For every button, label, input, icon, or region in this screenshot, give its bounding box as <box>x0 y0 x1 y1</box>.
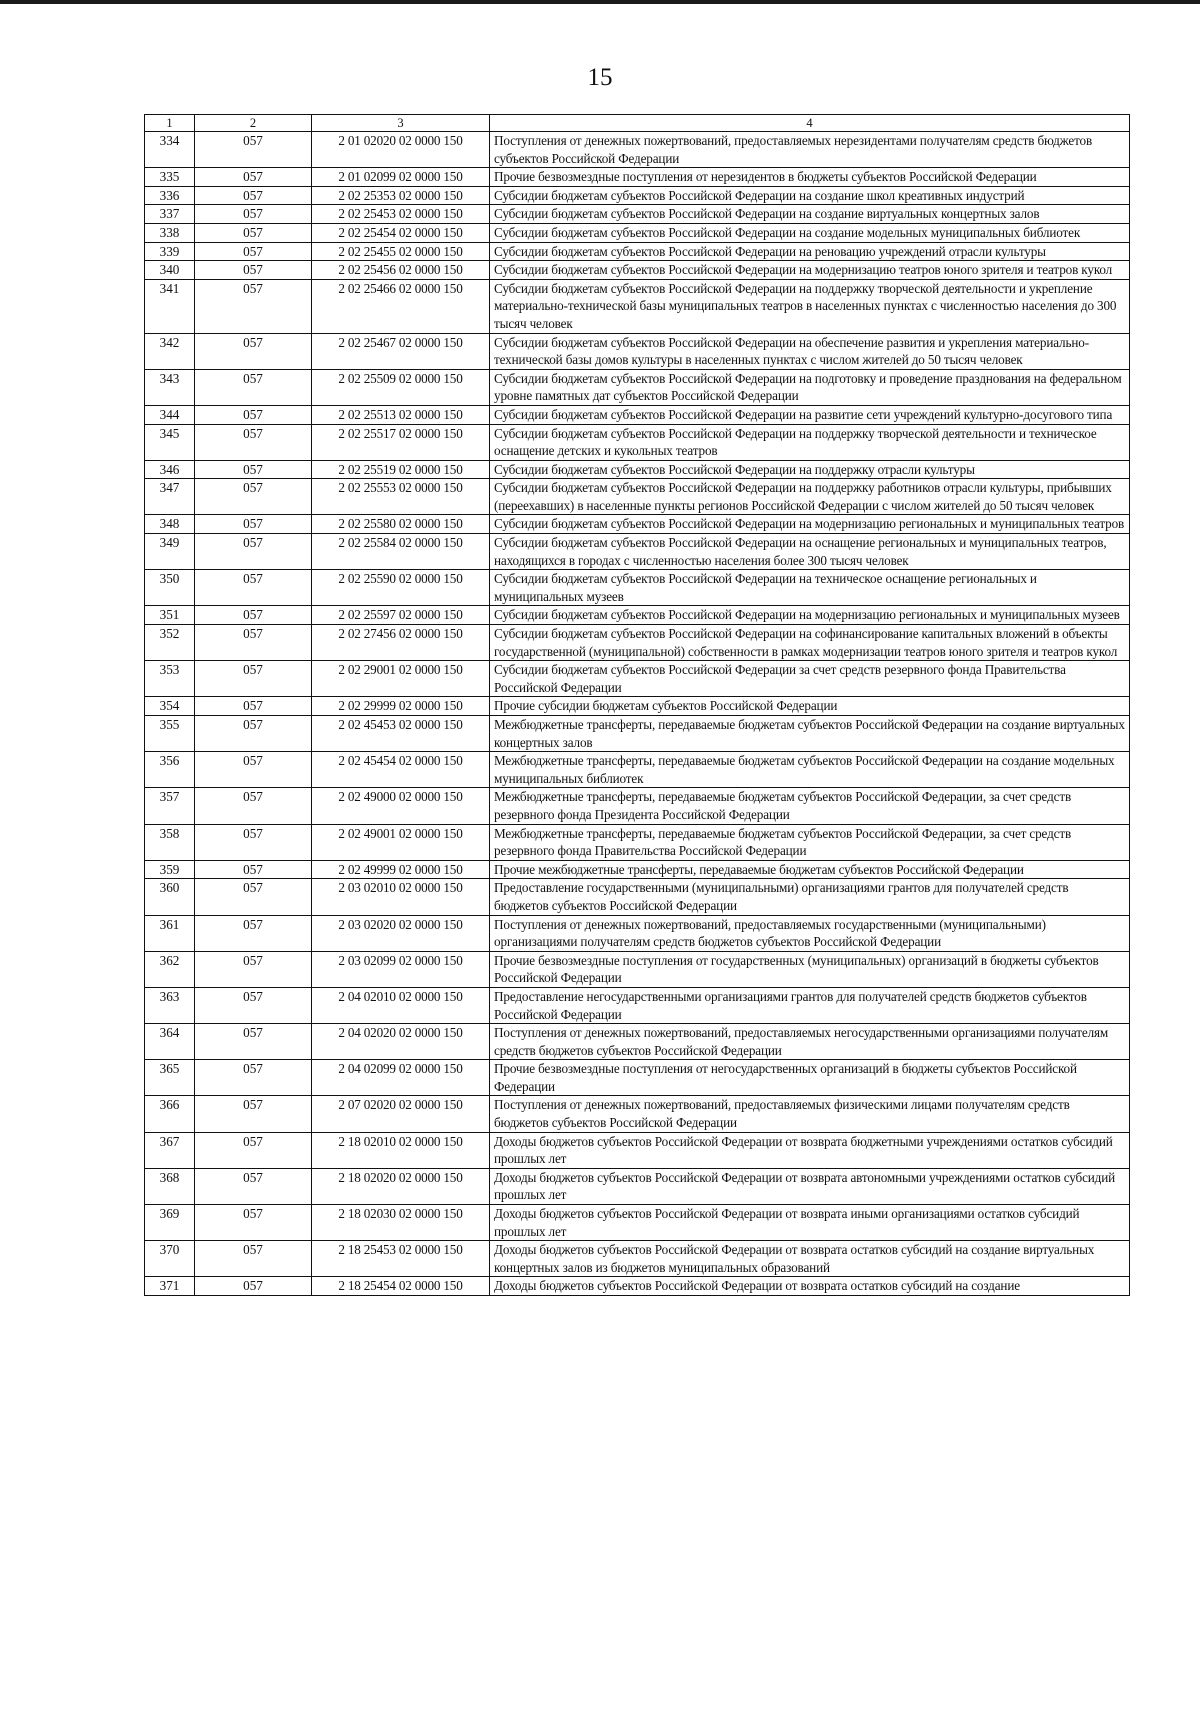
table-row <box>145 570 1130 606</box>
revenue-description-cell: Субсидии бюджетам субъектов Российской Федерации на техническое оснащение региональных и муниципальных музеев <box>490 570 1130 606</box>
administrator-code-cell: 057 <box>195 987 312 1023</box>
revenue-description-cell: Прочие безвозмездные поступления от государственных (муниципальных) организаций в бюджеты субъектов Российской Федерации <box>490 951 1130 987</box>
budget-classification-code-cell: 2 02 25590 02 0000 150 <box>312 570 490 606</box>
row-number-cell: 341 <box>145 279 195 333</box>
row-number-cell: 355 <box>145 716 195 752</box>
administrator-code-cell: 057 <box>195 1096 312 1132</box>
budget-classification-code-cell: 2 02 45454 02 0000 150 <box>312 752 490 788</box>
row-number-cell: 351 <box>145 606 195 625</box>
budget-classification-code-cell: 2 18 25453 02 0000 150 <box>312 1241 490 1277</box>
budget-classification-code-cell: 2 04 02020 02 0000 150 <box>312 1024 490 1060</box>
table-row <box>145 1205 1130 1241</box>
revenue-description-cell: Субсидии бюджетам субъектов Российской Федерации на поддержку творческой деятельности и укрепление материально-технической базы муниципальных театров в населенных пунктах с численностью населения до 300 тысяч человек <box>490 279 1130 333</box>
revenue-description-cell: Прочие безвозмездные поступления от нерезидентов в бюджеты субъектов Российской Федерации <box>490 168 1130 187</box>
administrator-code-cell: 057 <box>195 716 312 752</box>
page-number: 15 <box>587 64 613 91</box>
table-row <box>145 824 1130 860</box>
row-number-cell: 356 <box>145 752 195 788</box>
table-row <box>145 261 1130 280</box>
row-number-cell: 364 <box>145 1024 195 1060</box>
table-row <box>145 860 1130 879</box>
table-row <box>145 915 1130 951</box>
table-row <box>145 1024 1130 1060</box>
table-row <box>145 279 1130 333</box>
administrator-code-cell: 057 <box>195 570 312 606</box>
table-row <box>145 879 1130 915</box>
revenue-description-cell: Доходы бюджетов субъектов Российской Федерации от возврата иными организациями остатков субсидий прошлых лет <box>490 1205 1130 1241</box>
row-number-cell: 371 <box>145 1277 195 1296</box>
table-row <box>145 424 1130 460</box>
table-row <box>145 405 1130 424</box>
budget-classification-code-cell: 2 18 02030 02 0000 150 <box>312 1205 490 1241</box>
budget-classification-code-cell: 2 02 29999 02 0000 150 <box>312 697 490 716</box>
table-row <box>145 716 1130 752</box>
table-row <box>145 479 1130 515</box>
revenue-description-cell: Межбюджетные трансферты, передаваемые бюджетам субъектов Российской Федерации на создание виртуальных концертных залов <box>490 716 1130 752</box>
table-row <box>145 1277 1130 1296</box>
table-row <box>145 242 1130 261</box>
administrator-code-cell: 057 <box>195 205 312 224</box>
table-row <box>145 1096 1130 1132</box>
row-number-cell: 339 <box>145 242 195 261</box>
administrator-code-cell: 057 <box>195 168 312 187</box>
administrator-code-cell: 057 <box>195 279 312 333</box>
row-number-cell: 365 <box>145 1060 195 1096</box>
row-number-cell: 366 <box>145 1096 195 1132</box>
budget-classification-code-cell: 2 02 25513 02 0000 150 <box>312 405 490 424</box>
budget-classification-code-cell: 2 02 25467 02 0000 150 <box>312 333 490 369</box>
budget-classification-code-cell: 2 02 49000 02 0000 150 <box>312 788 490 824</box>
column-header-3: 3 <box>312 115 490 132</box>
revenue-description-cell: Поступления от денежных пожертвований, предоставляемых физическими лицами получателям средств бюджетов субъектов Российской Федерации <box>490 1096 1130 1132</box>
row-number-cell: 346 <box>145 460 195 479</box>
table-row <box>145 752 1130 788</box>
row-number-cell: 359 <box>145 860 195 879</box>
row-number-cell: 353 <box>145 661 195 697</box>
table-row <box>145 168 1130 187</box>
table-row <box>145 788 1130 824</box>
revenue-description-cell: Прочие безвозмездные поступления от негосударственных организаций в бюджеты субъектов Российской Федерации <box>490 1060 1130 1096</box>
administrator-code-cell: 057 <box>195 1241 312 1277</box>
administrator-code-cell: 057 <box>195 1168 312 1204</box>
row-number-cell: 340 <box>145 261 195 280</box>
administrator-code-cell: 057 <box>195 1060 312 1096</box>
revenue-description-cell: Субсидии бюджетам субъектов Российской Федерации на создание школ креативных индустрий <box>490 186 1130 205</box>
revenue-description-cell: Субсидии бюджетам субъектов Российской Федерации на создание виртуальных концертных залов <box>490 205 1130 224</box>
revenue-description-cell: Субсидии бюджетам субъектов Российской Федерации на модернизацию региональных и муниципальных театров <box>490 515 1130 534</box>
revenue-description-cell: Субсидии бюджетам субъектов Российской Федерации на оснащение региональных и муниципальных театров, находящихся в городах с численностью населения более 300 тысяч человек <box>490 534 1130 570</box>
budget-classification-code-cell: 2 03 02020 02 0000 150 <box>312 915 490 951</box>
budget-classification-code-cell: 2 02 25509 02 0000 150 <box>312 369 490 405</box>
table-row <box>145 460 1130 479</box>
table-row <box>145 987 1130 1023</box>
revenue-description-cell: Доходы бюджетов субъектов Российской Федерации от возврата автономными учреждениями остатков субсидий прошлых лет <box>490 1168 1130 1204</box>
revenue-description-cell: Субсидии бюджетам субъектов Российской Федерации на подготовку и проведение празднования на федеральном уровне памятных дат субъектов Российской Федерации <box>490 369 1130 405</box>
budget-classification-code-cell: 2 02 25553 02 0000 150 <box>312 479 490 515</box>
budget-classification-code-cell: 2 18 02010 02 0000 150 <box>312 1132 490 1168</box>
row-number-cell: 352 <box>145 625 195 661</box>
row-number-cell: 338 <box>145 223 195 242</box>
administrator-code-cell: 057 <box>195 534 312 570</box>
revenue-description-cell: Субсидии бюджетам субъектов Российской Федерации на модернизацию региональных и муниципальных музеев <box>490 606 1130 625</box>
row-number-cell: 349 <box>145 534 195 570</box>
budget-classification-code-cell: 2 02 25466 02 0000 150 <box>312 279 490 333</box>
administrator-code-cell: 057 <box>195 369 312 405</box>
revenue-description-cell: Межбюджетные трансферты, передаваемые бюджетам субъектов Российской Федерации, за счет средств резервного фонда Правительства Российской Федерации <box>490 824 1130 860</box>
administrator-code-cell: 057 <box>195 242 312 261</box>
column-header-2: 2 <box>195 115 312 132</box>
table-row <box>145 625 1130 661</box>
table-row <box>145 515 1130 534</box>
table-row <box>145 661 1130 697</box>
row-number-cell: 345 <box>145 424 195 460</box>
table-row <box>145 1168 1130 1204</box>
administrator-code-cell: 057 <box>195 788 312 824</box>
administrator-code-cell: 057 <box>195 223 312 242</box>
administrator-code-cell: 057 <box>195 661 312 697</box>
administrator-code-cell: 057 <box>195 132 312 168</box>
revenue-description-cell: Поступления от денежных пожертвований, предоставляемых негосударственными организациями получателям средств бюджетов субъектов Российской Федерации <box>490 1024 1130 1060</box>
revenue-description-cell: Прочие субсидии бюджетам субъектов Российской Федерации <box>490 697 1130 716</box>
administrator-code-cell: 057 <box>195 186 312 205</box>
revenue-description-cell: Субсидии бюджетам субъектов Российской Федерации на реновацию учреждений отрасли культуры <box>490 242 1130 261</box>
table-row <box>145 1241 1130 1277</box>
row-number-cell: 369 <box>145 1205 195 1241</box>
revenue-description-cell: Субсидии бюджетам субъектов Российской Федерации на создание модельных муниципальных библиотек <box>490 223 1130 242</box>
row-number-cell: 354 <box>145 697 195 716</box>
budget-classification-code-cell: 2 18 25454 02 0000 150 <box>312 1277 490 1296</box>
row-number-cell: 343 <box>145 369 195 405</box>
revenue-description-cell: Субсидии бюджетам субъектов Российской Федерации на поддержку работников отрасли культуры, прибывших (переехавших) в населенные пункты регионов Российской Федерации с числом жителей до 50 тысяч человек <box>490 479 1130 515</box>
administrator-code-cell: 057 <box>195 1132 312 1168</box>
budget-classification-code-cell: 2 02 27456 02 0000 150 <box>312 625 490 661</box>
revenue-description-cell: Предоставление государственными (муниципальными) организациями грантов для получателей средств бюджетов субъектов Российской Федерации <box>490 879 1130 915</box>
revenue-description-cell: Субсидии бюджетам субъектов Российской Федерации на поддержку отрасли культуры <box>490 460 1130 479</box>
row-number-cell: 344 <box>145 405 195 424</box>
row-number-cell: 363 <box>145 987 195 1023</box>
administrator-code-cell: 057 <box>195 1277 312 1296</box>
budget-classification-code-cell: 2 01 02020 02 0000 150 <box>312 132 490 168</box>
revenue-description-cell: Предоставление негосударственными организациями грантов для получателей средств бюджетов субъектов Российской Федерации <box>490 987 1130 1023</box>
column-header-4: 4 <box>490 115 1130 132</box>
budget-classification-code-cell: 2 02 49999 02 0000 150 <box>312 860 490 879</box>
budget-classification-code-cell: 2 02 25454 02 0000 150 <box>312 223 490 242</box>
administrator-code-cell: 057 <box>195 951 312 987</box>
administrator-code-cell: 057 <box>195 752 312 788</box>
table-row <box>145 369 1130 405</box>
row-number-cell: 334 <box>145 132 195 168</box>
administrator-code-cell: 057 <box>195 405 312 424</box>
budget-classification-code-cell: 2 02 25597 02 0000 150 <box>312 606 490 625</box>
table-row <box>145 1060 1130 1096</box>
table-row <box>145 186 1130 205</box>
table-row <box>145 333 1130 369</box>
administrator-code-cell: 057 <box>195 860 312 879</box>
budget-classification-code-cell: 2 02 25517 02 0000 150 <box>312 424 490 460</box>
revenue-description-cell: Субсидии бюджетам субъектов Российской Федерации на модернизацию театров юного зрителя и театров кукол <box>490 261 1130 280</box>
revenue-description-cell: Межбюджетные трансферты, передаваемые бюджетам субъектов Российской Федерации на создание модельных муниципальных библиотек <box>490 752 1130 788</box>
column-number-row <box>145 115 1130 132</box>
table-body <box>145 132 1130 1296</box>
budget-classification-code-cell: 2 02 25456 02 0000 150 <box>312 261 490 280</box>
row-number-cell: 336 <box>145 186 195 205</box>
budget-classification-code-cell: 2 03 02099 02 0000 150 <box>312 951 490 987</box>
revenue-description-cell: Поступления от денежных пожертвований, предоставляемых нерезидентами получателям средств бюджетов субъектов Российской Федерации <box>490 132 1130 168</box>
row-number-cell: 367 <box>145 1132 195 1168</box>
table-row <box>145 534 1130 570</box>
administrator-code-cell: 057 <box>195 460 312 479</box>
row-number-cell: 368 <box>145 1168 195 1204</box>
administrator-code-cell: 057 <box>195 606 312 625</box>
row-number-cell: 335 <box>145 168 195 187</box>
revenue-description-cell: Субсидии бюджетам субъектов Российской Федерации на развитие сети учреждений культурно-досугового типа <box>490 405 1130 424</box>
administrator-code-cell: 057 <box>195 424 312 460</box>
budget-classification-code-cell: 2 02 45453 02 0000 150 <box>312 716 490 752</box>
budget-classification-code-cell: 2 01 02099 02 0000 150 <box>312 168 490 187</box>
budget-classification-code-cell: 2 02 25453 02 0000 150 <box>312 205 490 224</box>
table-row <box>145 205 1130 224</box>
table-row <box>145 223 1130 242</box>
budget-classification-code-cell: 2 03 02010 02 0000 150 <box>312 879 490 915</box>
administrator-code-cell: 057 <box>195 479 312 515</box>
administrator-code-cell: 057 <box>195 625 312 661</box>
administrator-code-cell: 057 <box>195 697 312 716</box>
budget-classification-code-cell: 2 18 02020 02 0000 150 <box>312 1168 490 1204</box>
budget-classification-code-cell: 2 04 02099 02 0000 150 <box>312 1060 490 1096</box>
row-number-cell: 342 <box>145 333 195 369</box>
budget-classification-code-cell: 2 04 02010 02 0000 150 <box>312 987 490 1023</box>
budget-classification-code-cell: 2 02 49001 02 0000 150 <box>312 824 490 860</box>
budget-classification-code-cell: 2 02 29001 02 0000 150 <box>312 661 490 697</box>
row-number-cell: 357 <box>145 788 195 824</box>
row-number-cell: 361 <box>145 915 195 951</box>
table-row <box>145 697 1130 716</box>
budget-classification-code-cell: 2 02 25519 02 0000 150 <box>312 460 490 479</box>
revenue-codes-table <box>144 114 1130 1296</box>
row-number-cell: 362 <box>145 951 195 987</box>
column-header-1: 1 <box>145 115 195 132</box>
revenue-description-cell: Субсидии бюджетам субъектов Российской Федерации за счет средств резервного фонда Правительства Российской Федерации <box>490 661 1130 697</box>
scan-top-edge <box>0 0 1200 4</box>
row-number-cell: 347 <box>145 479 195 515</box>
table-row <box>145 1132 1130 1168</box>
administrator-code-cell: 057 <box>195 1024 312 1060</box>
table-row <box>145 951 1130 987</box>
administrator-code-cell: 057 <box>195 261 312 280</box>
administrator-code-cell: 057 <box>195 915 312 951</box>
budget-classification-code-cell: 2 02 25455 02 0000 150 <box>312 242 490 261</box>
row-number-cell: 370 <box>145 1241 195 1277</box>
row-number-cell: 358 <box>145 824 195 860</box>
budget-classification-code-cell: 2 07 02020 02 0000 150 <box>312 1096 490 1132</box>
row-number-cell: 350 <box>145 570 195 606</box>
revenue-description-cell: Субсидии бюджетам субъектов Российской Федерации на обеспечение развития и укрепления материально-технической базы домов культуры в населенных пунктах с числом жителей до 50 тысяч человек <box>490 333 1130 369</box>
administrator-code-cell: 057 <box>195 824 312 860</box>
budget-classification-code-cell: 2 02 25580 02 0000 150 <box>312 515 490 534</box>
revenue-description-cell: Поступления от денежных пожертвований, предоставляемых государственными (муниципальными) организациями получателям средств бюджетов субъектов Российской Федерации <box>490 915 1130 951</box>
table-row <box>145 606 1130 625</box>
row-number-cell: 360 <box>145 879 195 915</box>
administrator-code-cell: 057 <box>195 879 312 915</box>
revenue-description-cell: Доходы бюджетов субъектов Российской Федерации от возврата остатков субсидий на создание <box>490 1277 1130 1296</box>
administrator-code-cell: 057 <box>195 333 312 369</box>
budget-classification-code-cell: 2 02 25584 02 0000 150 <box>312 534 490 570</box>
revenue-description-cell: Доходы бюджетов субъектов Российской Федерации от возврата бюджетными учреждениями остатков субсидий прошлых лет <box>490 1132 1130 1168</box>
revenue-description-cell: Межбюджетные трансферты, передаваемые бюджетам субъектов Российской Федерации, за счет средств резервного фонда Президента Российской Федерации <box>490 788 1130 824</box>
revenue-description-cell: Прочие межбюджетные трансферты, передаваемые бюджетам субъектов Российской Федерации <box>490 860 1130 879</box>
revenue-description-cell: Доходы бюджетов субъектов Российской Федерации от возврата остатков субсидий на создание виртуальных концертных залов из бюджетов муниципальных образований <box>490 1241 1130 1277</box>
revenue-description-cell: Субсидии бюджетам субъектов Российской Федерации на софинансирование капитальных вложений в объекты государственной (муниципальной) собственности в рамках модернизации театров юного зрителя и театров кукол <box>490 625 1130 661</box>
budget-classification-code-cell: 2 02 25353 02 0000 150 <box>312 186 490 205</box>
revenue-description-cell: Субсидии бюджетам субъектов Российской Федерации на поддержку творческой деятельности и техническое оснащение детских и кукольных театров <box>490 424 1130 460</box>
row-number-cell: 337 <box>145 205 195 224</box>
row-number-cell: 348 <box>145 515 195 534</box>
administrator-code-cell: 057 <box>195 515 312 534</box>
table-row <box>145 132 1130 168</box>
administrator-code-cell: 057 <box>195 1205 312 1241</box>
